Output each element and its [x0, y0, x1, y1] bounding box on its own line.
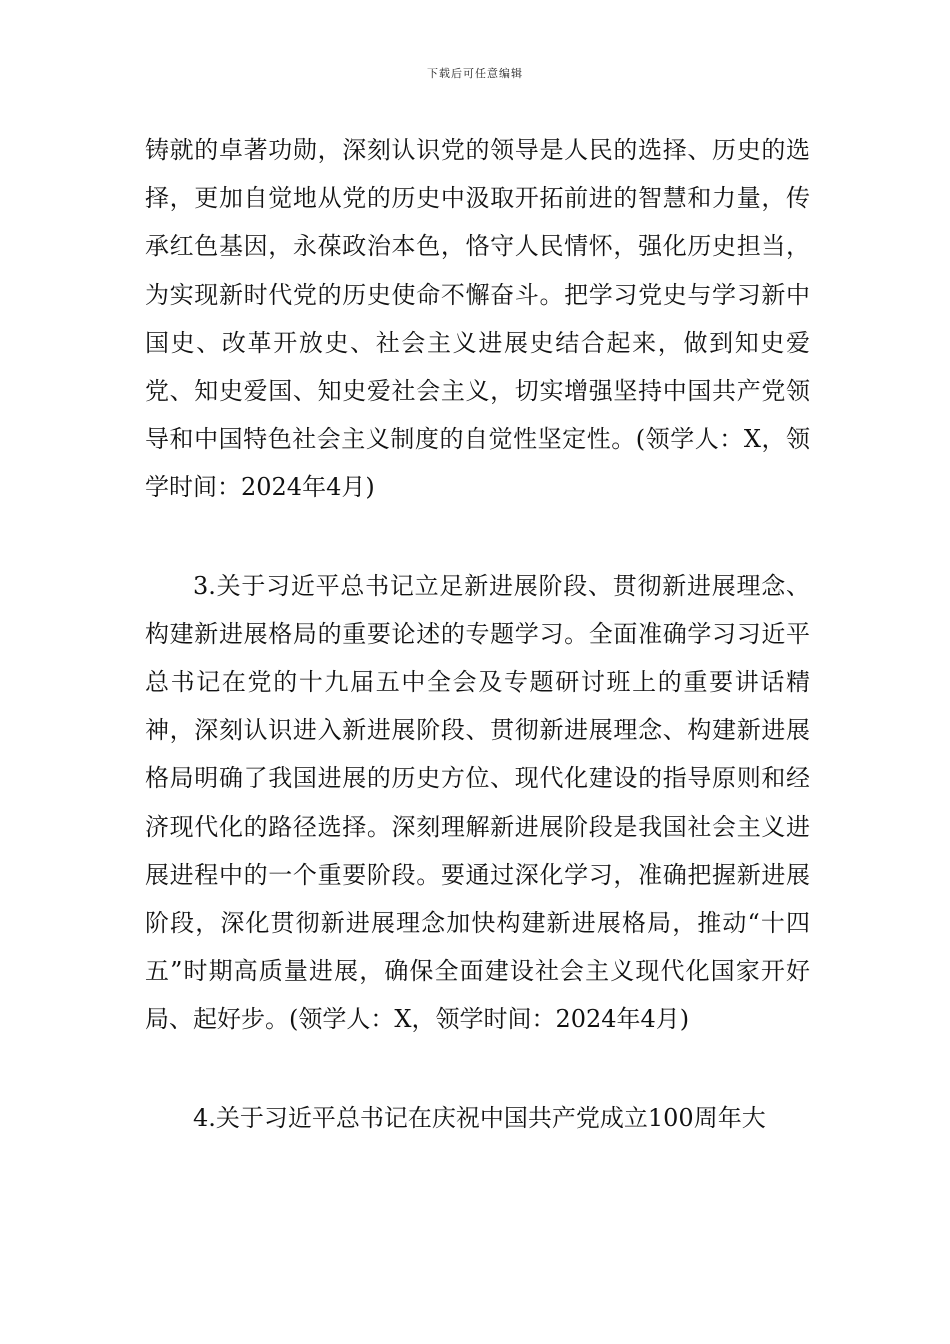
- page-header: 下载后可任意编辑: [427, 67, 523, 80]
- paragraph-item-4: 4.关于习近平总书记在庆祝中国共产党成立100周年大: [193, 1103, 766, 1132]
- document-body: [145, 126, 810, 1142]
- paragraph-item-3: 3.关于习近平总书记立足新进展阶段、贯彻新进展理念、构建新进展格局的重要论述的专题学习。全面准确学习习近平总书记在党的十九届五中全会及专题研讨班上的重要讲话精神，深刻认识进入新进展阶段、贯彻新进展理念、构建新进展格局明确了我国进展的历史方位、现代化建设的指导原则和经济现代化的路径选择。深刻理解新进展阶段是我国社会主义进展进程中的一个重要阶段。要通过深化学习，准确把握新进展阶段，深化贯彻新进展理念加快构建新进展格局，推动“十四五”时期高质量进展，确保全面建设社会主义现代化国家开好局、起好步。(领学人：X，领学时间：2024年4月): [145, 571, 810, 1034]
- paragraph-continuation: 铸就的卓著功勋，深刻认识党的领导是人民的选择、历史的选择，更加自觉地从党的历史中汲取开拓前进的智慧和力量，传承红色基因，永葆政治本色，恪守人民情怀，强化历史担当，为实现新时代党的历史使命不懈奋斗。把学习党史与学习新中国史、改革开放史、社会主义进展史结合起来，做到知史爱党、知史爱国、知史爱社会主义，切实增强坚持中国共产党领导和中国特色社会主义制度的自觉性坚定性。(领学人：X，领学时间：2024年4月): [145, 136, 810, 502]
- paragraph-spacer: [145, 1044, 810, 1094]
- paragraph-spacer: [145, 512, 810, 562]
